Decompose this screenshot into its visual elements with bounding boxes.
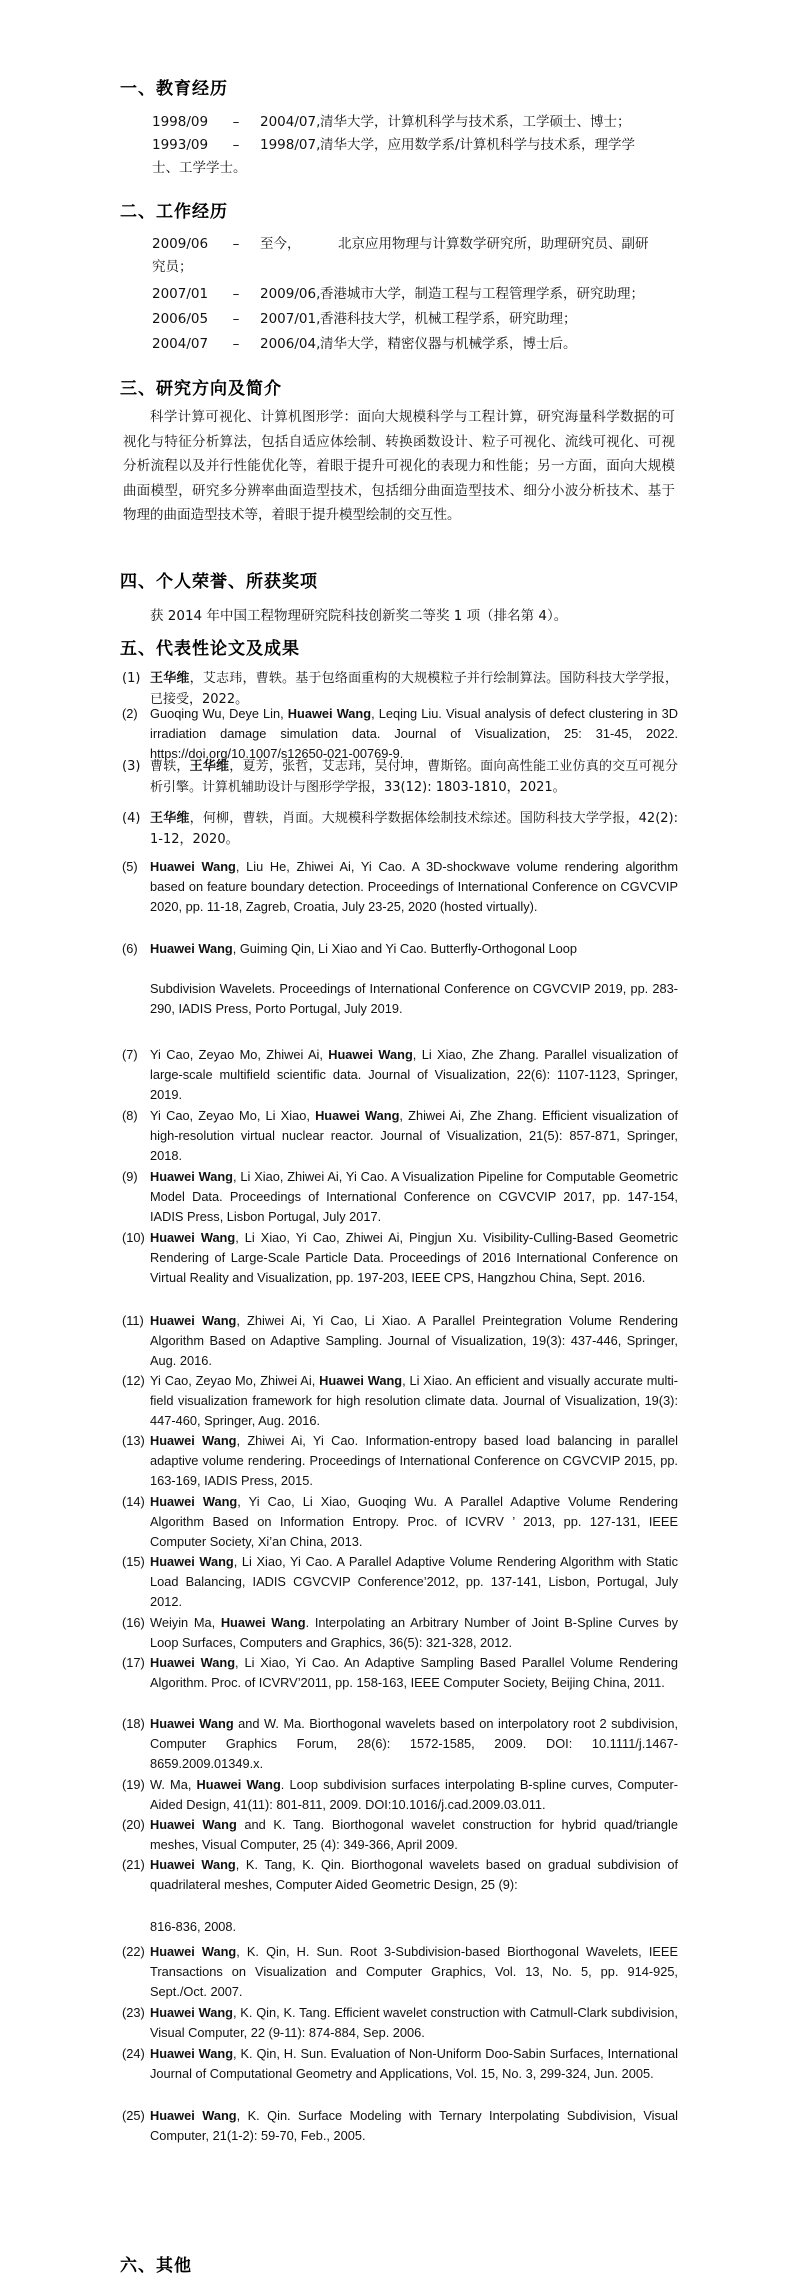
entry-text-cont: 士、工学学士。 xyxy=(152,160,247,176)
reference-details: , K. Qin. Surface Modeling with Ternary Interpolating Subdivision, Visual Computer, 21(1-2): 59-70, Feb., 2005. xyxy=(150,2108,678,2143)
reference-details: , Li Xiao, Zhiwei Ai, Yi Cao. A Visualization Pipeline for Computable Geometric Model Data. Proceedings of International Conference on CGVCVIP 2017, pp. 147-154, IADIS Press, Lisbon Portugal, July 2017. xyxy=(150,1169,678,1224)
date-dash: – xyxy=(232,236,240,252)
reference-text xyxy=(150,1045,678,1105)
reference-text xyxy=(150,2003,678,2043)
reference-item xyxy=(122,857,678,917)
reference-details: ，何柳，曹轶，肖面。大规模科学数据体绘制技术综述。国防科技大学学报，42(2): 1-12，2020。 xyxy=(150,811,678,847)
reference-highlighted-author: Huawei Wang xyxy=(150,859,236,874)
date-start: 2004/07 xyxy=(152,336,209,352)
reference-details: . Interpolating an Arbitrary Number of Joint B-Spline Curves by Loop Surfaces, Computers and Graphics, 36(5): 321-328, 2012. xyxy=(150,1615,678,1650)
reference-number: (21) xyxy=(122,1857,145,1872)
reference-highlighted-author: Huawei Wang xyxy=(220,1615,306,1630)
reference-details: . Loop subdivision surfaces interpolating B-spline curves, Computer-Aided Design, 41(11): 801-811, 2009. DOI:10.1016/j.cad.2009.03.011. xyxy=(150,1777,678,1812)
reference-item xyxy=(122,1311,678,1371)
reference-number: (25) xyxy=(122,2108,145,2123)
date-dash: – xyxy=(232,137,240,153)
reference-highlighted-author: Huawei Wang xyxy=(150,1944,237,1959)
reference-number: (3) xyxy=(122,759,141,774)
section-heading-education: 一、教育经历 xyxy=(120,79,228,99)
reference-item xyxy=(122,2106,678,2146)
reference-details: and W. Ma. Biorthogonal wavelets based on interpolatory root 2 subdivision, Computer Graphics Forum, 28(6): 1572-1585, 2009. DOI: 10.1111/j.1467-8659.2009.01349.x. xyxy=(150,1716,679,1771)
entry-text: 香港科技大学，机械工程学系，研究助理； xyxy=(320,311,577,327)
entry-text-cont: 究员； xyxy=(152,259,193,275)
reference-item xyxy=(122,1775,678,1815)
research-paragraph: 科学计算可视化、计算机图形学：面向大规模科学与工程计算，研究海量科学数据的可视化与特征分析算法，包括自适应体绘制、转换函数设计、粒子可视化、流线可视化、可视分析流程以及并行性能优化等，着眼于提升可视化的表现力和性能；另一方面，面向大规模曲面模型，研究多分辨率曲面造型技术，包括细分曲面造型技术、细分小波分析技术、基于物理的曲面造型技术等，着眼于提升模型绘制的交互性。 xyxy=(123,409,675,523)
reference-highlighted-author: 王华维 xyxy=(150,671,190,686)
date-end: 2004/07, xyxy=(260,114,321,130)
reference-item xyxy=(122,1167,678,1227)
reference-details: ，艾志玮，曹轶。基于包络面重构的大规模粒子并行绘制算法。国防科技大学学报，已接受，2022。 xyxy=(150,671,678,707)
reference-highlighted-author: Huawei Wang xyxy=(287,706,372,721)
reference-highlighted-author: Huawei Wang xyxy=(150,1433,237,1448)
reference-number: (19) xyxy=(122,1777,145,1792)
reference-item xyxy=(122,939,678,1019)
reference-text xyxy=(150,1653,678,1693)
reference-text xyxy=(150,1942,678,2002)
date-start: 2007/01 xyxy=(152,286,209,302)
reference-details-cont: Subdivision Wavelets. Proceedings of International Conference on CGVCVIP 2019, pp. 283-290, IADIS Press, Porto Portugal, July 2019. xyxy=(150,981,678,1016)
reference-number: (23) xyxy=(122,2005,145,2020)
date-end: 2009/06, xyxy=(260,286,321,302)
reference-item xyxy=(122,1942,678,2002)
reference-item xyxy=(122,1714,678,1774)
reference-highlighted-author: Huawei Wang xyxy=(150,1494,238,1509)
reference-number: (11) xyxy=(122,1313,144,1328)
reference-highlighted-author: Huawei Wang xyxy=(150,1313,237,1328)
reference-details: , K. Qin, H. Sun. Evaluation of Non-Uniform Doo-Sabin Surfaces, International Journal of Computational Geometry and Applications, Vol. 15, No. 3, 299-324, Jun. 2005. xyxy=(150,2046,678,2081)
reference-text xyxy=(150,1106,678,1166)
date-start: 1993/09 xyxy=(152,137,209,153)
reference-number: (18) xyxy=(122,1716,145,1731)
reference-number: (4) xyxy=(122,811,141,826)
reference-number: (9) xyxy=(122,1169,138,1184)
entry-text: 清华大学，应用数学系/计算机科学与技术系，理学学 xyxy=(320,137,636,153)
reference-text xyxy=(150,1552,678,1612)
reference-text xyxy=(150,857,678,917)
reference-text xyxy=(150,1431,678,1491)
reference-item xyxy=(122,1228,678,1288)
reference-details: ，夏芳，张哲，艾志玮，吴付坤，曹斯铭。面向高性能工业仿真的交互可视分析引擎。计算机辅助设计与图形学学报，33(12): 1803-1810，2021。 xyxy=(150,759,678,795)
reference-authors-before: Weiyin Ma, xyxy=(150,1615,221,1630)
reference-highlighted-author: Huawei Wang xyxy=(150,1817,237,1832)
reference-number: (22) xyxy=(122,1944,145,1959)
date-dash: – xyxy=(232,336,240,352)
reference-details: , Li Xiao. An efficient and visually accurate multi-field visualization framework for high resolution climate data. Journal of Visualization, 19(3): 447-460, Springer, Aug. 2016. xyxy=(150,1373,678,1428)
reference-text xyxy=(150,808,678,850)
date-dash: – xyxy=(232,286,240,302)
date-start: 2006/05 xyxy=(152,311,209,327)
reference-authors-before: Yi Cao, Zeyao Mo, Zhiwei Ai, xyxy=(150,1373,320,1388)
reference-number: (7) xyxy=(122,1047,138,1062)
reference-item xyxy=(122,808,678,850)
reference-details: , Leqing Liu. Visual analysis of defect clustering in 3D irradiation damage simulation data. Journal of Visualization, 25: 31-45, 2022. https://doi.org/10.1007/s12650-021-00769-9. xyxy=(150,706,679,761)
date-start: 1998/09 xyxy=(152,114,209,130)
reference-authors-before: Yi Cao, Zeyao Mo, Zhiwei Ai, xyxy=(150,1047,329,1062)
reference-details: , Li Xiao, Yi Cao. An Adaptive Sampling Based Parallel Volume Rendering Algorithm. Proc. of ICVRV’2011, pp. 158-163, IEEE Computer Society, Beijing China, 2011. xyxy=(150,1655,678,1690)
reference-item xyxy=(122,704,678,764)
reference-details: , Zhiwei Ai, Zhe Zhang. Efficient visualization of high-resolution virtual nuclear reactor. Journal of Visualization, 21(5): 857-871, Springer, 2018. xyxy=(150,1108,678,1163)
reference-details: and K. Tang. Biorthogonal wavelet construction for hybrid quad/triangle meshes, Visual Computer, 25 (4): 349-366, April 2009. xyxy=(150,1817,678,1852)
reference-highlighted-author: Huawei Wang xyxy=(196,1777,281,1792)
reference-highlighted-author: Huawei Wang xyxy=(315,1108,400,1123)
reference-text xyxy=(150,939,678,1019)
reference-item xyxy=(122,1855,678,1937)
reference-details: , K. Tang, K. Qin. Biorthogonal wavelets based on gradual subdivision of quadrilateral meshes, Computer Aided Geometric Design, 25 (9): xyxy=(150,1857,679,1892)
reference-number: (14) xyxy=(122,1494,145,1509)
reference-highlighted-author: Huawei Wang xyxy=(319,1373,403,1388)
reference-number: (17) xyxy=(122,1655,145,1670)
reference-text xyxy=(150,1371,678,1431)
section-heading-work: 二、工作经历 xyxy=(120,202,228,222)
reference-highlighted-author: 王华维 xyxy=(189,759,230,774)
reference-text xyxy=(150,1714,678,1774)
entry-text: 北京应用物理与计算数学研究所，助理研究员、副研 xyxy=(338,236,649,252)
reference-details: , Zhiwei Ai, Yi Cao, Li Xiao. A Parallel Preintegration Volume Rendering Algorithm Based on Adaptive Sampling. Journal of Visualization, 19(3): 437-446, Springer, Aug. 2016. xyxy=(150,1313,678,1368)
reference-number: (12) xyxy=(122,1373,145,1388)
reference-item xyxy=(122,1106,678,1166)
reference-text xyxy=(150,1815,678,1855)
reference-details: , K. Qin, H. Sun. Root 3-Subdivision-based Biorthogonal Wavelets, IEEE Transactions on Visualization and Computer Graphics, Vol. 13, No. 5, pp. 914-925, Sept./Oct. 2007. xyxy=(150,1944,678,1999)
section-heading-research: 三、研究方向及简介 xyxy=(120,379,282,399)
reference-text xyxy=(150,2044,678,2084)
reference-number: (13) xyxy=(122,1433,145,1448)
reference-item xyxy=(122,1613,678,1653)
reference-number: (2) xyxy=(122,706,138,721)
reference-number: (8) xyxy=(122,1108,138,1123)
reference-highlighted-author: Huawei Wang xyxy=(150,1655,236,1670)
reference-text xyxy=(150,2106,678,2146)
reference-highlighted-author: Huawei Wang xyxy=(150,2005,233,2020)
reference-authors-before: W. Ma, xyxy=(150,1777,197,1792)
reference-item xyxy=(122,756,678,798)
reference-highlighted-author: 王华维 xyxy=(150,811,190,826)
reference-details: , Li Xiao, Yi Cao, Zhiwei Ai, Pingjun Xu. Visibility-Culling-Based Geometric Rendering of Large-Scale Particle Data. Proceedings of 2016 International Conference on Virtual Reality and Visualization, pp. 197-203, IEEE CPS, Hangzhou China, Sept. 2016. xyxy=(150,1230,678,1285)
date-end: 2007/01, xyxy=(260,311,321,327)
reference-text xyxy=(150,1492,678,1552)
entry-text: 清华大学，精密仪器与机械学系，博士后。 xyxy=(320,336,577,352)
reference-highlighted-author: Huawei Wang xyxy=(150,1169,234,1184)
reference-item xyxy=(122,1492,678,1552)
reference-item xyxy=(122,1815,678,1855)
reference-details: , Yi Cao, Li Xiao, Guoqing Wu. A Parallel Adaptive Volume Rendering Algorithm Based on Information Entropy. Proc. of ICVRV ’ 2013, pp. 127-131, IEEE Computer Society, Xi’an China, 2013. xyxy=(150,1494,678,1549)
reference-item xyxy=(122,2003,678,2043)
reference-authors-before: Yi Cao, Zeyao Mo, Li Xiao, xyxy=(150,1108,316,1123)
reference-number: (15) xyxy=(122,1554,145,1569)
reference-details-cont: 816-836, 2008. xyxy=(150,1919,237,1934)
reference-authors-before: Guoqing Wu, Deye Lin, xyxy=(150,706,288,721)
reference-text xyxy=(150,1775,678,1815)
reference-details: , Zhiwei Ai, Yi Cao. Information-entropy based load balancing in parallel adaptive volume rendering. Proceedings of International Conference on CGVCVIP 2015, pp. 163-169, IADIS Press, 2015. xyxy=(150,1433,678,1488)
reference-highlighted-author: Huawei Wang xyxy=(150,1230,236,1245)
date-end: 至今， xyxy=(260,236,301,252)
reference-highlighted-author: Huawei Wang xyxy=(150,941,233,956)
reference-item xyxy=(122,2044,678,2084)
section-heading-papers: 五、代表性论文及成果 xyxy=(120,639,300,659)
entry-text: 清华大学，计算机科学与技术系，工学硕士、博士； xyxy=(320,114,631,130)
date-end: 1998/07, xyxy=(260,137,321,153)
reference-number: (20) xyxy=(122,1817,145,1832)
section-heading-other: 六、其他 xyxy=(120,2256,192,2276)
date-dash: – xyxy=(232,114,240,130)
date-start: 2009/06 xyxy=(152,236,209,252)
date-dash: – xyxy=(232,311,240,327)
reference-text xyxy=(150,1855,678,1937)
reference-highlighted-author: Huawei Wang xyxy=(150,2108,237,2123)
reference-details: , Guiming Qin, Li Xiao and Yi Cao. Butterfly-Orthogonal Loop xyxy=(232,941,578,956)
reference-highlighted-author: Huawei Wang xyxy=(150,2046,234,2061)
reference-item xyxy=(122,1431,678,1491)
education-entry xyxy=(152,111,635,180)
honors-text: 获 2014 年中国工程物理研究院科技创新奖二等奖 1 项（排名第 4）。 xyxy=(150,608,568,624)
reference-text xyxy=(150,1311,678,1371)
section-heading-honors: 四、个人荣誉、所获奖项 xyxy=(120,572,318,592)
reference-highlighted-author: Huawei Wang xyxy=(150,1857,236,1872)
entry-text: 香港城市大学，制造工程与工程管理学系，研究助理； xyxy=(320,286,644,302)
reference-item xyxy=(122,1552,678,1612)
reference-item xyxy=(122,1653,678,1693)
reference-authors-before: 曹轶， xyxy=(150,759,190,774)
reference-number: (6) xyxy=(122,941,138,956)
reference-text xyxy=(150,1167,678,1227)
reference-details: , Li Xiao, Zhe Zhang. Parallel visualization of large-scale multifield scientific data. Journal of Visualization, 22(6): 1107-1123, Springer, 2019. xyxy=(150,1047,678,1102)
reference-highlighted-author: Huawei Wang xyxy=(328,1047,413,1062)
reference-number: (1) xyxy=(122,671,141,686)
reference-text xyxy=(150,1613,678,1653)
reference-number: (16) xyxy=(122,1615,145,1630)
work-entry xyxy=(152,233,649,356)
date-end: 2006/04, xyxy=(260,336,321,352)
reference-text xyxy=(150,1228,678,1288)
reference-number: (10) xyxy=(122,1230,145,1245)
reference-details: , K. Qin, K. Tang. Efficient wavelet construction with Catmull-Clark subdivision, Visual Computer, 22 (9-11): 874-884, Sep. 2006. xyxy=(150,2005,678,2040)
reference-text xyxy=(150,704,678,764)
reference-text xyxy=(150,756,678,798)
reference-details: , Li Xiao, Yi Cao. A Parallel Adaptive Volume Rendering Algorithm with Static Load Balancing, IADIS CGVCVIP Conference’2012, pp. 137-141, Lisbon, Portugal, July 2012. xyxy=(150,1554,678,1609)
reference-item xyxy=(122,1371,678,1431)
reference-highlighted-author: Huawei Wang xyxy=(150,1716,234,1731)
reference-number: (24) xyxy=(122,2046,145,2061)
reference-item xyxy=(122,1045,678,1105)
reference-highlighted-author: Huawei Wang xyxy=(150,1554,234,1569)
reference-details: , Liu He, Zhiwei Ai, Yi Cao. A 3D-shockwave volume rendering algorithm based on feature boundary detection. Proceedings of International Conference on CGVCVIP 2020, pp. 11-18, Zagreb, Croatia, July 23-25, 2020 (hosted virtually). xyxy=(150,859,678,914)
reference-number: (5) xyxy=(122,859,138,874)
